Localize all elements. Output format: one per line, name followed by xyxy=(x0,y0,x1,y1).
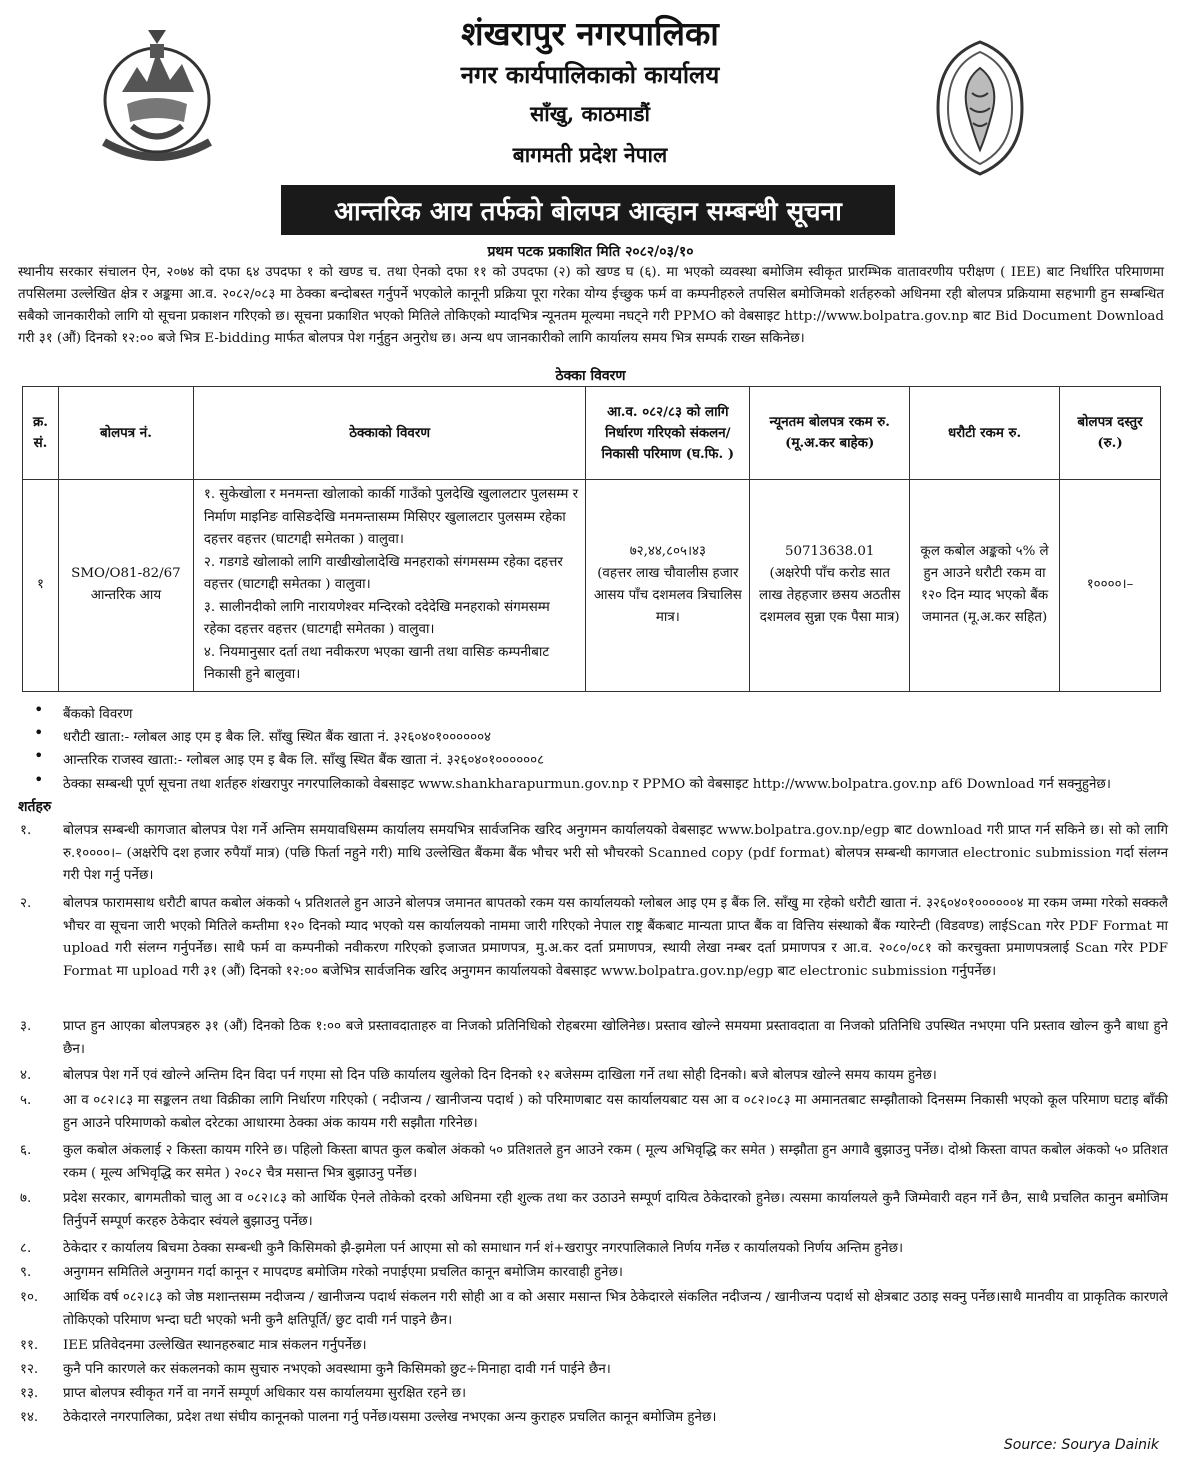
office-address: साँखु, काठमाडौं xyxy=(530,101,650,126)
bullet-icon: • xyxy=(34,770,44,789)
quantity-value: ७२,४४,८०५।४३ xyxy=(629,544,706,560)
intro-paragraph: स्थानीय सरकार संचालन ऐन, २०७४ को दफा ६४ उपदफा १ को खण्ड च. तथा ऐनको दफा ११ को उपदफा (२) को खण्ड घ (६). मा भएको व्यवस्था बमोजिम स्वीकृत प्रारम्भिक वातावरणीय परीक्षण ( IEE) बाट निर्धारित परिमाणमा तपसिलमा उल्लेखित क्षेत्र र अङ्कमा आ.व. २०८२/०८३ मा ठेक्का बन्दोबस्त गर्नुपर्ने भएकोले कानूनी प्रक्रिया पूरा गरेका योग्य ईच्छुक फर्म वा कम्पनीहरुले तपसिल बमोजिमको शर्तहरुको अधिनमा रही बोलपत्र प्रक्रियामा सहभागी हुन सम्बन्धित सबैको जानकारीको लागि यो सूचना प्रकाशन गरिएको छ। सूचना प्रकाशित भएको मितिले तोकिएको म्यादभित्र न्यूनतम मूल्यमा नघट्ने गरी PPMO को वेबसाइट http://www.bolpatra.gov.np बाट Bid Document Download गरी ३१ (औं) दिनको १२:०० बजे भित्र E-bidding मार्फत बोलपत्र पेश गर्नुहुन अनुरोध छ। अन्य थप जानकारीको लागि कार्यालय समय भित्र सम्पर्क राख्न सकिनेछ। xyxy=(18,265,1164,346)
header-fee: बोलपत्र दस्तुर (रु.) xyxy=(1060,387,1161,480)
bullet-icon: • xyxy=(34,723,44,742)
table-title: ठेक्का विवरण xyxy=(555,368,626,384)
publication-date: प्रथम पटक प्रकाशित मिति २०८२/०३/१० xyxy=(487,244,694,260)
min-amount-value: 50713638.01 xyxy=(784,544,875,560)
description-item: ३. सालीनदीको लागि नारायणेश्वर मन्दिरको ददेदेखि मनहराको संगमसम्म रहेका दहत्तर वहत्तर (घाटगद्दी समेतका ) वालुवा। xyxy=(203,599,550,637)
cell-quantity xyxy=(586,480,750,692)
office-name: नगर कार्यपालिकाको कार्यालय xyxy=(460,60,720,89)
header-deposit: धरौटी रकम रु. xyxy=(910,387,1060,480)
cell-sn: १ xyxy=(23,480,59,692)
notice-page: शंखरापुर नगरपालिका नगर कार्यपालिकाको कार्यालय साँखु, काठमाडौं बागमती प्रदेश नेपाल आन्तरिक आय तर्फको बोलपत्र आव्हान सम्बन्धी सूचना प्रथम पटक प्रकाशित मिति २०८२/०३/१० स्थानीय सरकार संचालन ऐन, २०७४ को दफा ६४ उपदफा १ को खण्ड च. तथा ऐनको दफा ११ को उपदफा (२) को खण्ड घ (६). मा भएको व्यवस्था बमोजिम स्वीकृत प्रारम्भिक वातावरणीय परीक्षण ( IEE) बाट निर्धारित परिमाणमा तपसिलमा उल्लेखित क्षेत्र र अङ्कमा आ.व. २०८२/०८३ मा ठेक्का बन्दोबस्त गर्नुपर्ने भएकोले कानूनी प्रक्रिया पूरा गरेका योग्य ईच्छुक फर्म वा कम्पनीहरुले तपसिल बमोजिमको शर्तहरुको अधिनमा रही बोलपत्र प्रक्रियामा सहभागी हुन सम्बन्धित सबैको जानकारीको लागि यो सूचना प्रकाशन गरिएको छ। सूचना प्रकाशित भएको मितिले तोकिएको म्यादभित्र न्यूनतम मूल्यमा नघट्ने गरी PPMO को वेबसाइट http://www.bolpatra.gov.np बाट Bid Document Download गरी ३१ (औं) दिनको १२:०० बजे भित्र E-bidding मार्फत बोलपत्र पेश गर्नुहुन अनुरोध छ। अन्य थप जानकारीको लागि कार्यालय समय भित्र सम्पर्क राख्न सकिनेछ। ठेक्का विवरण क्र. सं. बोलपत्र नं. ठेक्काको विवरण आ.व. ०८२/८३ को लागि निर्धारण गरिएको संकलन/निकासी परिमाण (घ.फि. ) न्यूनतम बोलपत्र रकम रु. (मू.अ.कर बाहेक) धरौटी रकम रु. बोलपत्र दस्तुर (रु.) १ SMO/O81-82/67 आन्तरिक आय १. सुकेखोला र मनमन्ता खोलाको कार्की गाउँको पुलदेखि खुलालटार पुलसम्म र निर्माण माइनिङ वासिङदेखि मनमन्तासम्म मिसिएर खुलालटार पुलसम्म रहेका दहत्तर वहत्तर (घाटगद्दी समेतका ) वालुवा। २. गडगडे खोलाको लागि वाखीखोलादेखि मनहराको संगमसम्म रहेका दहत्तर वहत्तर (घाटगद्दी समेतका ) वालुवा। ३. सालीनदीको लागि नारायणेश्वर मन्दिरको ददेदेखि मनहराको संगमसम्म रहेका दहत्तर वहत्तर (घाटगद्दी समेतका ) वालुवा। ४. नियमानुसार दर्ता तथा नवीकरण भएका खानी तथा वासिङ कम्पनीबाट निकासी हुने बालुवा। ७२,४४,८०५।४३ (वहत्तर लाख चौवालीस हजार आसय पाँच दशमलव त्रिचालिस मात्र। 50713638.01 (अक्षरेपी पाँच करोड सात लाख तेहहजार छसय अठतीस दशमलव सुन्ना एक पैसा मात्र) कूल कबोल अङ्कको ५% ले हुन आउने धरौटी रकम वा १२० दिन म्याद भएको बैंक जमानत (मू.अ.कर सहित) १००००।– • बैंकको विवरण • धरौटी खाता:- ग्लोबल आइ एम इ बैक लि. साँखु स्थित बैंक खाता नं. ३२६०४०१००००००४ • आन्तरिक राजस्व खाता:- ग्लोबल आइ एम इ बैक लि. साँखु स्थित बैंक खाता नं. ३२६०४०१००००००८ • ठेक्का सम्बन्धी पूर्ण सूचना तथा शर्तहरु शंखरापुर नगरपालिकाको वेबसाइट www.shankharapurmun.gov.np र PPMO को वेबसाइट http://www.bolpatra.gov.np af6 Download गर्न सक्नुहुनेछ। शर्तहरु १. बोलपत्र सम्बन्धी कागजात बोलपत्र पेश गर्ने अन्तिम समयावधिसम्म कार्यालय समयभित्र सार्वजनिक खरिद अनुगमन कार्यालयको वेबसाइट www.bolpatra.gov.np/egp बाट download गरी प्राप्त गर्न सकिने छ। सो को लागि रु.१००००।– (अक्षरेपि दश हजार रुपैयाँ मात्र) (पछि फिर्ता नहुने गरी) माथि उल्लेखित बैंकमा बैंक भौचर भरी सो भौचरको Scanned copy (pdf format) बोलपत्र सम्बन्धी कागजात electronic submission गर्दा संलग्न गरी पेश गर्नु पर्नेछ। २. बोलपत्र फारामसाथ धरौटी बापत कबोल अंकको ५ प्रतिशतले हुन आउने बोलपत्र जमानत बापतको रकम यस कार्यालयको ग्लोबल आइ एम इ बैंक लि. साँखु मा रहेको धरौटी खाता नं. ३२६०४०१००००००४ मा रकम जम्मा गरेको सक्कलै भौचर वा सूचना जारी भएको मितिले कम्तीमा १२० दिनको म्याद भएको यस कार्यालयको नाममा जारी गरिएको नेपाल राष्ट्र बैंकबाट मान्यता प्राप्त बैंक वा वित्तिय संस्थाको बैंक ग्यारेन्टी (विडवण्ड) लाईScan गरेर PDF Format मा upload गरी संलग्न गर्नुपर्नेछ। साथै फर्म वा कम्पनीको नवीकरण गरिएको इजाजत प्रमाणपत्र, मु.अ.कर दर्ता प्रमाणपत्र, स्थायी लेखा नम्बर दर्ता प्रमाणपत्र र आ.व. २०८०/०८१ को करचुक्ता प्रमाणपत्रलाई Scan गरेर PDF Format मा upload गरी ३१ (औं) दिनको १२:०० बजेभित्र सार्वजनिक खरिद अनुगमन कार्यालयको वेबसाइट www.bolpatra.gov.np/egp बाट electronic submission गर्नुपर्नेछ। ३. प्राप्त हुन आएका बोलपत्रहरु ३१ (औं) दिनको ठिक १:०० बजे प्रस्तावदाताहरु वा निजको प्रतिनिधिको रोहबरमा खोलिनेछ। प्रस्ताव खोल्ने समयमा प्रस्तावदाता वा निजको प्रतिनिधि उपस्थित नभएमा पनि प्रस्ताव खोल्न कुनै बाधा हुने छैन। ४. बोलपत्र पेश गर्ने एवं खोल्ने अन्तिम दिन विदा पर्न गएमा सो दिन पछि कार्यालय खुलेको दिन दिनको १२ बजेसम्म दाखिला गर्ने तथा सोही दिनको। बजे बोलपत्र खोल्ने समय कायम हुनेछ। ५. आ व ०८२।८३ मा सङ्कलन तथा विक्रीका लागि निर्धारण गरिएको ( नदीजन्य / खानीजन्य पदार्थ ) को परिमाणबाट यस कार्यालयबाट यस आ व ०८२।०८३ मा अमानतबाट सम्झौताको दिनसम्म निकासी भएको कूल परिमाण घटाइ बाँकी हुन आउने परिमाणको कबोल दरेटका आधारमा ठेक्का अंक कायम गरी सझौता गरिनेछ। ६. कुल कबोल अंकलाई २ किस्ता कायम गरिने छ। पहिलो किस्ता बापत कुल कबोल अंकको ५० प्रतिशतले हुन आउने रकम ( मूल्य अभिवृद्धि कर समेत ) सम्झौता हुन अगावै बुझाउनु पर्नेछ। दोश्रो किस्ता वापत कबोल अंकको ५० प्रतिशत रकम ( मूल्य अभिवृद्धि कर समेत ) २०८२ चैत्र मसान्त भित्र बुझाउनु पर्नेछ। ७. प्रदेश सरकार, बागमतीको चालु आ व ०८२।८३ को आर्थिक ऐनले तोकेको दरको अधिनमा रही शुल्क तथा कर उठाउने सम्पूर्ण दायित्व ठेकेदारको हुनेछ। त्यसमा कार्यालयले कुनै जिम्मेवारी वहन गर्ने छैन, साथै प्रचलित कानुन बमोजिम तिर्नुपर्ने सम्पूर्ण करहरु ठेकेदार स्वंयले बुझाउनु पर्नेछ। ८. ठेकेदार र कार्यालय बिचमा ठेक्का सम्बन्धी कुनै किसिमको झै-झमेला पर्न आएमा सो को समाधान गर्न शं+खरापुर नगरपालिकाले निर्णय गर्नेछ र कार्यालयको निर्णय अन्तिम हुनेछ। ९. अनुगमन समितिले अनुगमन गर्दा कानून र मापदण्ड बमोजिम गरेको नपाईएमा प्रचलित कानून बमोजिम कारवाही हुनेछ। १०. आर्थिक वर्ष ०८२।८३ को जेष्ठ मशान्तसम्म नदीजन्य / खानीजन्य पदार्थ संकलन गरी सोही आ व को असार मसान्त भित्र ठेकेदारले संकलित नदीजन्य / खानीजन्य पदार्थ सो क्षेत्रबाट उठाइ सक्नु पर्नेछ।साथै मानवीय वा प्राकृतिक कारणले तोकिएको परिमाण भन्दा घटी भएको भनी कुनै क्षतिपूर्ति/ छुट दावी गर्न पाइने छैन। ११. IEE प्रतिवेदनमा उल्लेखित स्थानहरुबाट मात्र संकलन गर्नुपर्नेछ। १२. कुनै पनि कारणले कर संकलनको काम सुचारु नभएको अवस्थामा कुनै किसिमको छुट÷मिनाहा दावी गर्न पाईने छैन। १३. प्राप्त बोलपत्र स्वीकृत गर्ने वा नगर्ने सम्पूर्ण अधिकार यस कार्यालयमा सुरक्षित रहने छ। १४. ठेकेदारले नगरपालिका, प्रदेश तथा संघीय कानूनको पालना गर्नु पर्नेछ।यसमा उल्लेख नभएका अन्य कुराहरु प्रचलित कानून बमोजिम हुनेछ। Source: Sourya Dainik xyxy=(0,0,1181,1462)
description-item: १. सुकेखोला र मनमन्ता खोलाको कार्की गाउँको पुलदेखि खुलालटार पुलसम्म र निर्माण माइनिङ वासिङदेखि मनमन्तासम्म मिसिएर खुलालटार पुलसम्म रहेका दहत्तर वहत्तर (घाटगद्दी समेतका ) वालुवा। xyxy=(203,487,579,547)
header-description: ठेक्काको विवरण xyxy=(193,387,586,480)
conch-shell-seal-icon xyxy=(930,38,1030,178)
municipality-name: शंखरापुर नगरपालिका xyxy=(461,14,719,53)
cell-deposit: कूल कबोल अङ्कको ५% ले हुन आउने धरौटी रकम वा १२० दिन म्याद भएको बैंक जमानत (मू.अ.कर सहित) xyxy=(910,480,1060,692)
bullet-icon: • xyxy=(34,700,44,719)
header-sn: क्र. सं. xyxy=(23,387,59,480)
quantity-words: (वहत्तर लाख चौवालीस हजार आसय पाँच दशमलव त्रिचालिस मात्र। xyxy=(593,566,742,626)
bullet-icon: • xyxy=(34,746,44,765)
bid-number: SMO/O81-82/67 xyxy=(71,566,181,582)
cell-min-amount xyxy=(750,480,910,692)
contract-table xyxy=(22,386,1161,692)
cell-bid-no xyxy=(58,480,193,692)
header-bid-no: बोलपत्र नं. xyxy=(58,387,193,480)
nepal-government-emblem-icon xyxy=(92,22,222,172)
terms-heading: शर्तहरु xyxy=(18,799,52,815)
source-credit: Source: Sourya Dainik xyxy=(1003,1437,1159,1453)
province-name: बागमती प्रदेश नेपाल xyxy=(512,142,668,167)
description-item: २. गडगडे खोलाको लागि वाखीखोलादेखि मनहराको संगमसम्म रहेका दहत्तर वहत्तर (घाटगद्दी समेतका ) वालुवा। xyxy=(203,554,563,592)
cell-fee: १००००।– xyxy=(1060,480,1161,692)
table-header-row xyxy=(23,387,1161,480)
cell-description xyxy=(193,480,586,692)
notice-title-banner: आन्तरिक आय तर्फको बोलपत्र आव्हान सम्बन्धी सूचना xyxy=(281,185,895,235)
header-min-amount: न्यूनतम बोलपत्र रकम रु. (मू.अ.कर बाहेक) xyxy=(750,387,910,480)
description-item: ४. नियमानुसार दर्ता तथा नवीकरण भएका खानी तथा वासिङ कम्पनीबाट निकासी हुने बालुवा। xyxy=(203,644,550,682)
table-row xyxy=(23,480,1161,692)
bid-type: आन्तरिक आय xyxy=(90,588,162,604)
header-quantity: आ.व. ०८२/८३ को लागि निर्धारण गरिएको संकलन/निकासी परिमाण (घ.फि. ) xyxy=(586,387,750,480)
min-amount-words: (अक्षरेपी पाँच करोड सात लाख तेहहजार छसय अठतीस दशमलव सुन्ना एक पैसा मात्र) xyxy=(759,566,901,626)
